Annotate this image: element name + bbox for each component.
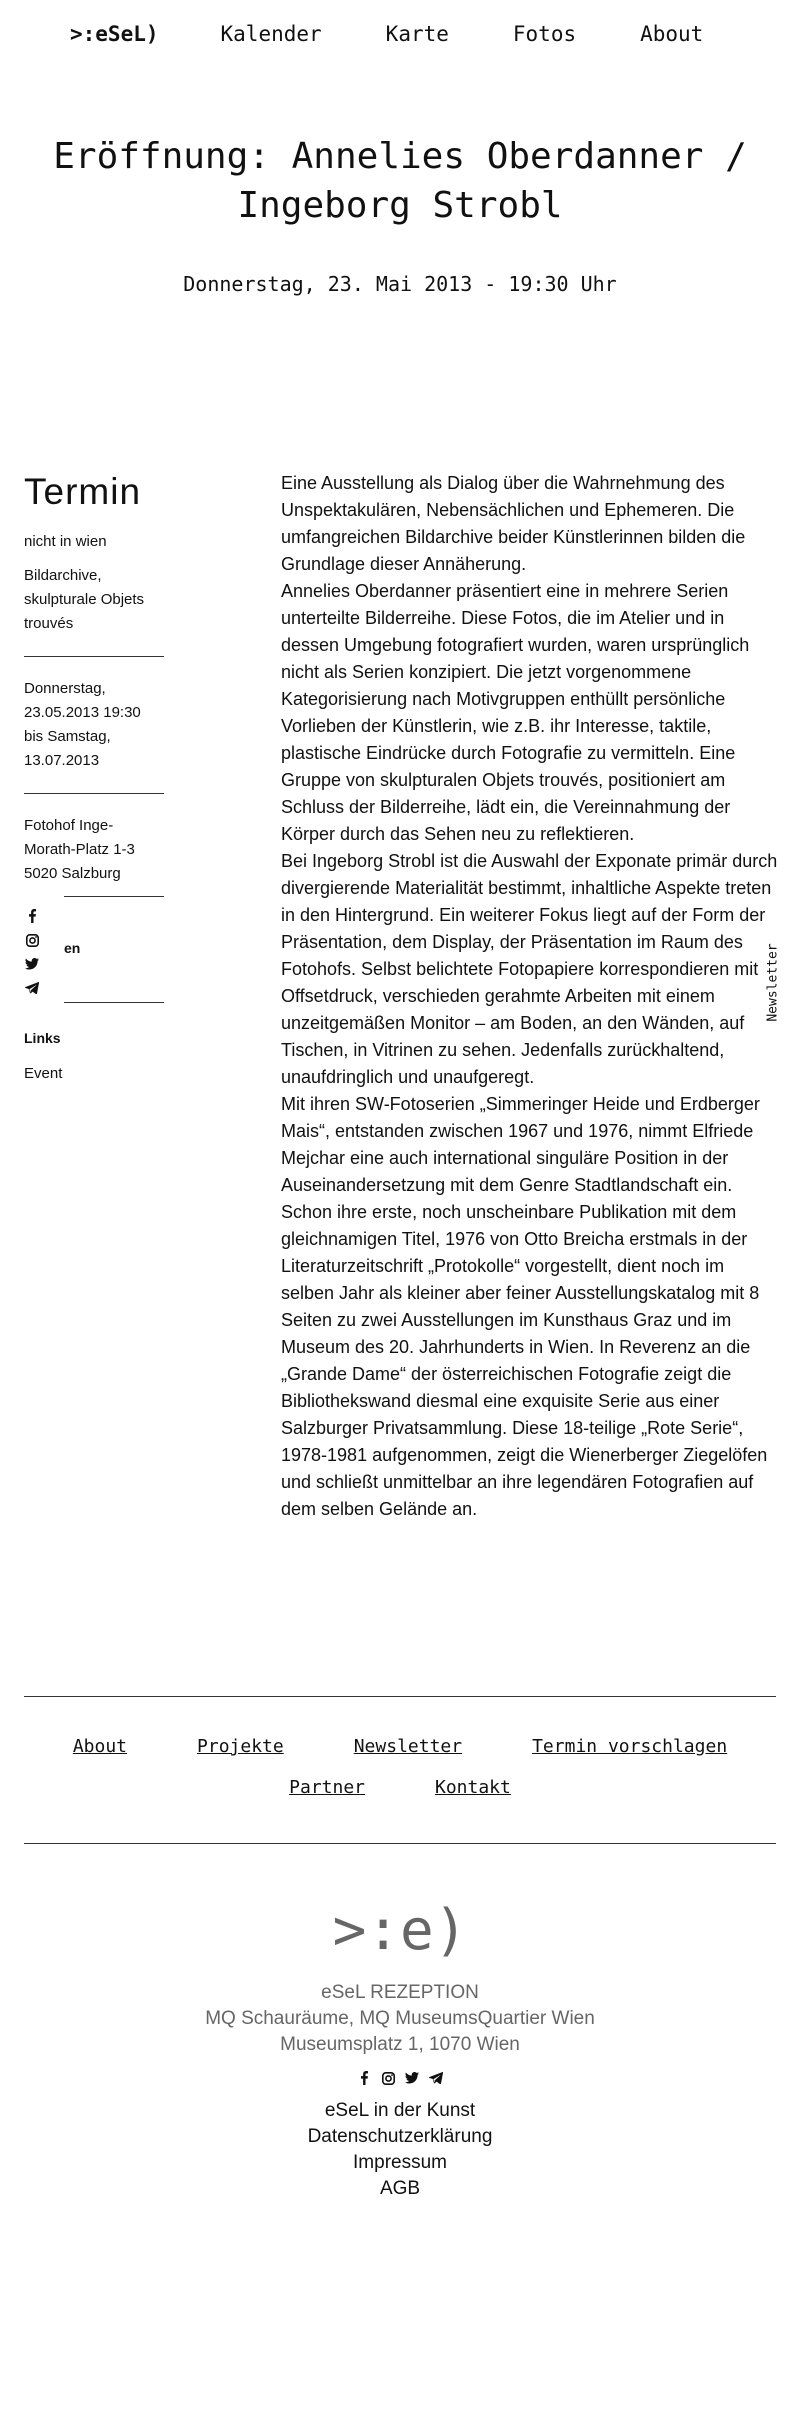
venue-address-line-1: Fotohof Inge-Morath-Platz 1-3 <box>24 817 135 858</box>
footer-nav-row-2 <box>0 1777 800 1798</box>
footer-links <box>0 2098 800 2202</box>
venue-address <box>24 814 164 886</box>
newsletter-tab-label: Newsletter <box>765 942 781 1022</box>
divider <box>64 1002 164 1003</box>
instagram-icon[interactable] <box>24 932 40 948</box>
nav-item-kalender[interactable]: Kalender <box>220 22 322 46</box>
link-event[interactable]: Event <box>24 1065 63 1082</box>
facebook-icon[interactable] <box>356 2070 372 2086</box>
footer-address <box>0 1980 800 2058</box>
nav-item-about[interactable]: About <box>640 22 704 46</box>
site-logo[interactable]: >:eSeL) <box>70 22 159 46</box>
footer-nav-row-1 <box>0 1736 800 1757</box>
newsletter-tab[interactable] <box>762 940 784 1024</box>
telegram-icon[interactable] <box>428 2070 444 2086</box>
venue-address-line-2: 5020 Salzburg <box>24 865 121 882</box>
footer-social-icons <box>0 2070 800 2086</box>
footer-link-partner[interactable]: Partner <box>289 1777 365 1798</box>
footer-venue: MQ Schauräume, MQ MuseumsQuartier Wien <box>205 2008 595 2029</box>
language-switch[interactable]: en <box>64 940 81 956</box>
share-block <box>24 896 164 1006</box>
divider <box>64 896 164 897</box>
links-heading: Links <box>24 1030 61 1046</box>
divider <box>24 793 164 794</box>
description-paragraph: Bei Ingeborg Strobl ist die Auswahl der Exponate primär durch divergierende Materialität bestimmt, inhaltliche Aspekte treten in den Hintergrund. Ein weiterer Fokus liegt auf der Form der Präsentation, dem Display, der Präsentation im Raum des Fotohofs. Selbst belichtete Fotopapiere korrespondieren mit Offsetdruck, verschieden gerahmte Arbeiten mit einem unzeitgemäßen Monitor – am Boden, an den Wänden, auf Tischen, in Vitrinen zu sehen. Jedenfalls zurückhaltend, unaufdringlich und unaufgeregt. <box>281 851 778 1087</box>
twitter-icon[interactable] <box>404 2070 420 2086</box>
description-paragraph: Annelies Oberdanner präsentiert eine in mehrere Serien unterteilte Bilderreihe. Diese Fotos, die im Atelier und in dessen Umgebung fotografiert wurden, waren ursprünglich nicht als Serien konzipiert. Die jetzt vorgenommene Kategorisierung nach Motivgruppen enthüllt persönliche Vorlieben der Künstlerin, wie z.B. ihr Interesse, taktile, plastische Eindrücke durch Fotografie zu vermitteln. Eine Gruppe von skulpturalen Objets trouvés, positioniert am Schluss der Bilderreihe, lädt ein, die Vereinnahmung der Körper durch das Sehen neu zu reflektieren. <box>281 581 750 844</box>
instagram-icon[interactable] <box>380 2070 396 2086</box>
facebook-icon[interactable] <box>24 908 40 924</box>
footer-link-termin-vorschlagen[interactable]: Termin vorschlagen <box>532 1736 728 1757</box>
twitter-icon[interactable] <box>24 956 40 972</box>
top-nav <box>70 22 767 46</box>
event-sidebar <box>24 470 164 1086</box>
divider <box>24 1843 776 1844</box>
event-description <box>281 470 778 1523</box>
footer-link-about[interactable]: About <box>72 1736 128 1757</box>
divider <box>24 656 164 657</box>
event-tags: Bildarchive, skulpturale Objets trouvés <box>24 567 145 632</box>
footer-link-datenschutz[interactable]: Datenschutzerklärung <box>307 2126 493 2147</box>
event-title-line-2: Ingeborg Strobl <box>237 185 563 226</box>
footer-link-esel-in-der-kunst[interactable]: eSeL in der Kunst <box>324 2100 476 2121</box>
sidebar-heading: Termin <box>24 471 142 512</box>
footer-street: Museumsplatz 1, 1070 Wien <box>280 2034 520 2055</box>
description-paragraph: Eine Ausstellung als Dialog über die Wahrnehmung des Unspektakulären, Nebensächlichen und Ephemeren. Die umfangreichen Bildarchive beider Künstlerinnen bilden die Grundlage dieser Annäherung. <box>281 473 746 574</box>
event-dates: Donnerstag, 23.05.2013 19:30 bis Samstag, 13.07.2013 <box>24 680 141 769</box>
footer-link-projekte[interactable]: Projekte <box>197 1736 284 1757</box>
nav-item-karte[interactable]: Karte <box>385 22 449 46</box>
footer-org-name: eSeL REZEPTION <box>321 1982 479 2003</box>
footer-link-impressum[interactable]: Impressum <box>353 2152 447 2173</box>
nav-item-fotos[interactable]: Fotos <box>512 22 577 46</box>
footer-link-agb[interactable]: AGB <box>379 2178 421 2199</box>
share-icons <box>24 908 40 996</box>
divider <box>24 1696 776 1697</box>
event-title-line-1: Eröffnung: Annelies Oberdanner / <box>53 136 747 177</box>
description-paragraph: Mit ihren SW-Fotoserien „Simmeringer Heide und Erdberger Mais“, entstanden zwischen 1967 und 1976, nimmt Elfriede Mejchar eine auch international singuläre Position in der Auseinandersetzung mit dem Genre Stadtlandschaft ein. Schon ihre erste, noch unscheinbare Publikation mit dem gleichnamigen Titel, 1976 von Otto Breicha erstmals in der Literaturzeitschrift „Protokolle“ vorgestellt, dient noch im selben Jahr als kleiner aber feiner Ausstellungskatalog mit 8 Seiten zu zwei Ausstellungen im Kunsthaus Graz und im Museum des 20. Jahrhunderts in Wien. In Reverenz an die „Grande Dame“ der österreichischen Fotografie zeigt die Bibliothekswand diesmal eine exquisite Serie aus einer Salzburger Privatsammlung. Diese 18-teilige „Rote Serie“, 1978-1981 aufgenommen, zeigt die Wienerberger Ziegelöfen und schließt unmittelbar an ihre legendären Fotografien auf dem selben Gelände an. <box>281 1094 768 1519</box>
event-date: Donnerstag, 23. Mai 2013 - 19:30 Uhr <box>183 272 617 296</box>
event-title <box>40 132 760 230</box>
location-note: nicht in wien <box>24 533 107 550</box>
footer-logo[interactable]: >:e) <box>332 1898 468 1963</box>
footer-link-newsletter[interactable]: Newsletter <box>353 1736 463 1757</box>
telegram-icon[interactable] <box>24 980 40 996</box>
footer-link-kontakt[interactable]: Kontakt <box>435 1777 511 1798</box>
